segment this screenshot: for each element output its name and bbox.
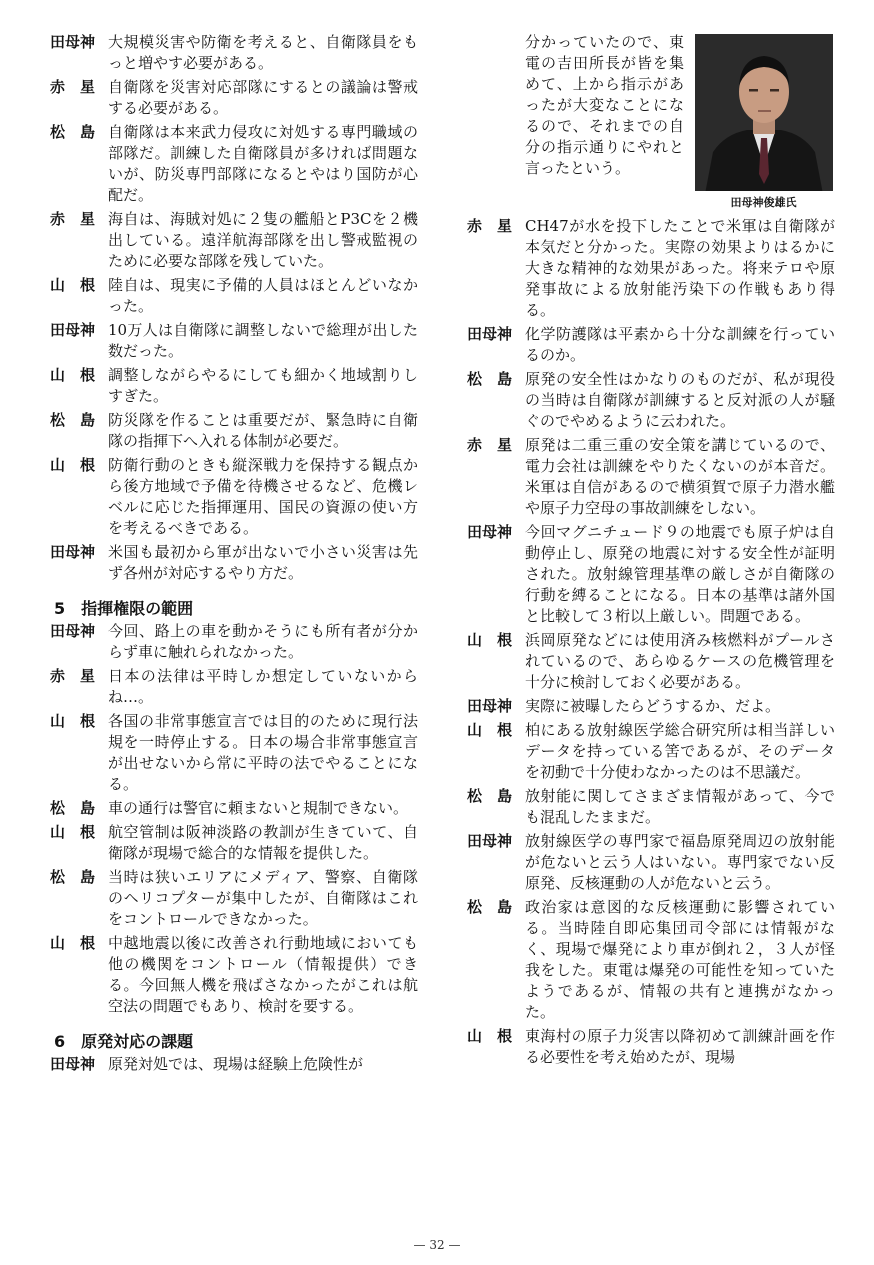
dialogue-entry — [50, 320, 418, 362]
speaker-name: 田母神 — [50, 543, 96, 561]
dialogue-entry — [467, 216, 835, 321]
speaker-name: 田母神 — [467, 325, 513, 343]
speech-text: 調整しながらやるにしても細かく地域割りしすぎた。 — [108, 366, 418, 405]
speaker-name: 松 島 — [467, 787, 513, 805]
speech-text: 原発対処では、現場は経験上危険性が — [108, 1055, 364, 1073]
dialogue-entry — [467, 696, 835, 717]
speaker-name: 松 島 — [50, 799, 96, 817]
dialogue-entry — [467, 630, 835, 693]
section-heading: 5 指揮権限の範囲 — [54, 599, 194, 618]
dialogue-entry — [50, 822, 418, 864]
speech-text: 防衛行動のときも縦深戦力を保持する観点から後方地域で予備を待機させるなど、危機レベルに応じた指揮運用、国民の資源の使い方を考えるべきである。 — [108, 456, 418, 537]
speech-text: 原発は二重三重の安全策を講じているので、電力会社は訓練をやりたくないのが本音だ。米軍は自信があるので横須賀で原子力潜水艦や原子力空母の事故訓練をしない。 — [525, 436, 835, 517]
dialogue-entry — [467, 369, 835, 432]
section-heading: 6 原発対応の課題 — [54, 1032, 194, 1051]
speaker-name: 山 根 — [467, 1027, 513, 1045]
speech-text: 海自は、海賊対処に２隻の艦船とP3Cを２機出している。遠洋航海部隊を出し警戒監視のために必要な部隊を残していた。 — [108, 210, 418, 270]
speech-text: 航空管制は阪神淡路の教訓が生きていて、自衛隊が現場で総合的な情報を提供した。 — [108, 823, 418, 862]
dialogue-entry — [50, 455, 418, 539]
dialogue-entry — [50, 798, 418, 819]
left-column — [50, 32, 418, 1078]
speaker-name: 山 根 — [50, 456, 96, 474]
portrait-photo — [695, 34, 833, 191]
speech-text: 東海村の原子力災害以降初めて訓練計画を作る必要性を考え始めたが、現場 — [525, 1027, 835, 1066]
dialogue-entry — [50, 933, 418, 1017]
dialogue-entry — [50, 867, 418, 930]
dialogue-entry — [50, 666, 418, 708]
speaker-name: 松 島 — [50, 868, 96, 886]
speech-text: 放射線医学の専門家で福島原発周辺の放射能が危ないと云う人はいない。専門家でない反原発、反核運動の人が危ないと云う。 — [525, 832, 835, 892]
speaker-name: 松 島 — [467, 370, 513, 388]
speaker-name: 山 根 — [467, 721, 513, 739]
speech-text: 原発の安全性はかなりのものだが、私が現役の当時は自衛隊が訓練すると反対派の人が騒ぐのでやめるように云われた。 — [525, 370, 835, 430]
dialogue-entry — [50, 77, 418, 119]
dialogue-entry — [50, 542, 418, 584]
speech-text: 車の通行は警官に頼まないと規制できない。 — [108, 799, 409, 817]
speech-text: 当時は狭いエリアにメディア、警察、自衛隊のヘリコプターが集中したが、自衛隊はこれをコントロールできなかった。 — [108, 868, 418, 928]
speaker-name: 赤 星 — [50, 78, 96, 96]
dialogue-entry — [467, 720, 835, 783]
speaker-name: 松 島 — [467, 898, 513, 916]
dialogue-entry — [50, 209, 418, 272]
speaker-name: 田母神 — [467, 697, 513, 715]
speaker-name: 赤 星 — [50, 667, 96, 685]
dialogue-entry — [467, 831, 835, 894]
right-column — [467, 32, 835, 1071]
speaker-name: 山 根 — [467, 631, 513, 649]
speech-text: 今回、路上の車を動かそうにも所有者が分からず車に触れられなかった。 — [108, 622, 418, 661]
dialogue-entry — [50, 1054, 418, 1075]
speaker-name: 田母神 — [50, 622, 96, 640]
speaker-name: 山 根 — [50, 712, 96, 730]
speaker-name: 田母神 — [467, 523, 513, 541]
speaker-name: 松 島 — [50, 123, 96, 141]
speaker-photo-block — [692, 34, 835, 210]
dialogue-entry — [467, 1026, 835, 1068]
speech-text: 日本の法律は平時しか想定していないからね…。 — [108, 667, 418, 706]
dialogue-entry — [50, 410, 418, 452]
speaker-name: 田母神 — [467, 832, 513, 850]
dialogue-entry — [50, 365, 418, 407]
dialogue-entry — [467, 897, 835, 1023]
speaker-name: 赤 星 — [467, 217, 513, 235]
speaker-name: 松 島 — [50, 411, 96, 429]
dialogue-entry — [50, 32, 418, 74]
dialogue-entry — [467, 435, 835, 519]
dialogue-entry — [467, 324, 835, 366]
speech-text: 大規模災害や防衛を考えると、自衛隊員をもっと増やす必要がある。 — [108, 33, 418, 72]
dialogue-entry — [50, 275, 418, 317]
dialogue-entry — [467, 786, 835, 828]
speech-text: 10万人は自衛隊に調整しないで総理が出した数だった。 — [108, 321, 418, 360]
speech-text: 米国も最初から軍が出ないで小さい災害は先ず各州が対応するやり方だ。 — [108, 543, 418, 582]
speaker-name: 赤 星 — [467, 436, 513, 454]
dialogue-entry — [50, 122, 418, 206]
speech-text: 化学防護隊は平素から十分な訓練を行っているのか。 — [525, 325, 835, 364]
photo-caption: 田母神俊雄氏 — [730, 196, 797, 209]
speaker-name: 山 根 — [50, 823, 96, 841]
speaker-name: 山 根 — [50, 934, 96, 952]
speech-text: 各国の非常事態宣言では目的のために現行法規を一時停止する。日本の場合非常事態宣言が出せないから常に平時の法でやることになる。 — [108, 712, 418, 793]
speech-text: 中越地震以後に改善され行動地域においても他の機関をコントロール（情報提供）できる。今回無人機を飛ばさなかったがこれは航空法の問題でもあり、検討を要する。 — [108, 934, 418, 1015]
speech-text: 政治家は意図的な反核運動に影響されている。当時陸自即応集団司令部には情報がなく、現場で爆発により車が倒れ２，３人が怪我をした。東電は爆発の可能性を知っていたようであるが、情報の共有と連携がなかった。 — [525, 898, 835, 1021]
speech-text: 自衛隊は本来武力侵攻に対処する専門職域の部隊だ。訓練した自衛隊員が多ければ問題ないが、防災専門部隊になるとやはり国防が心配だ。 — [108, 123, 418, 204]
speaker-name: 山 根 — [50, 276, 96, 294]
speech-text: 防災隊を作ることは重要だが、緊急時に自衛隊の指揮下へ入れる体制が必要だ。 — [108, 411, 418, 450]
speech-text: 実際に被曝したらどうするか、だよ。 — [525, 697, 781, 715]
dialogue-entry — [467, 522, 835, 627]
speech-text: CH47が水を投下したことで米軍は自衛隊が本気だと分かった。実際の効果よりはるかに大きな精神的な効果があった。将来テロや原発事故による放射能汚染下の作戦もあり得る。 — [525, 217, 835, 319]
speech-text: 柏にある放射線医学総合研究所は相当詳しいデータを持っている筈であるが、そのデータを初動で十分使わなかったのは不思議だ。 — [525, 721, 835, 781]
speaker-name: 田母神 — [50, 321, 96, 339]
speaker-name: 田母神 — [50, 33, 96, 51]
speech-text: 陸自は、現実に予備的人員はほとんどいなかった。 — [108, 276, 418, 315]
speaker-name: 田母神 — [50, 1055, 96, 1073]
speaker-name: 山 根 — [50, 366, 96, 384]
dialogue-entry — [50, 621, 418, 663]
continued-text: 分かっていたので、東電の吉田所長が皆を集めて、上から指示があったが大変なことになるので、それまでの自分の指示通りにやれと言ったという。 — [525, 33, 684, 177]
dialogue-entry — [50, 711, 418, 795]
speech-text: 自衛隊を災害対応部隊にするとの議論は警戒する必要がある。 — [108, 78, 418, 117]
portrait-image — [695, 34, 833, 191]
speech-text: 浜岡原発などには使用済み核燃料がプールされているので、あらゆるケースの危機管理を十分に検討しておく必要がある。 — [525, 631, 835, 691]
speech-text: 放射能に関してさまざま情報があって、今でも混乱したままだ。 — [525, 787, 835, 826]
speaker-name: 赤 星 — [50, 210, 96, 228]
speech-text: 今回マグニチュード９の地震でも原子炉は自動停止し、原発の地震に対する安全性が証明された。放射線管理基準の厳しさが自衛隊の行動を縛ることになる。日本の基準は諸外国と比較して３桁以上厳しい。問題である。 — [525, 523, 835, 625]
page-number: — 32 — — [413, 1238, 461, 1252]
right-entries — [467, 216, 835, 1068]
